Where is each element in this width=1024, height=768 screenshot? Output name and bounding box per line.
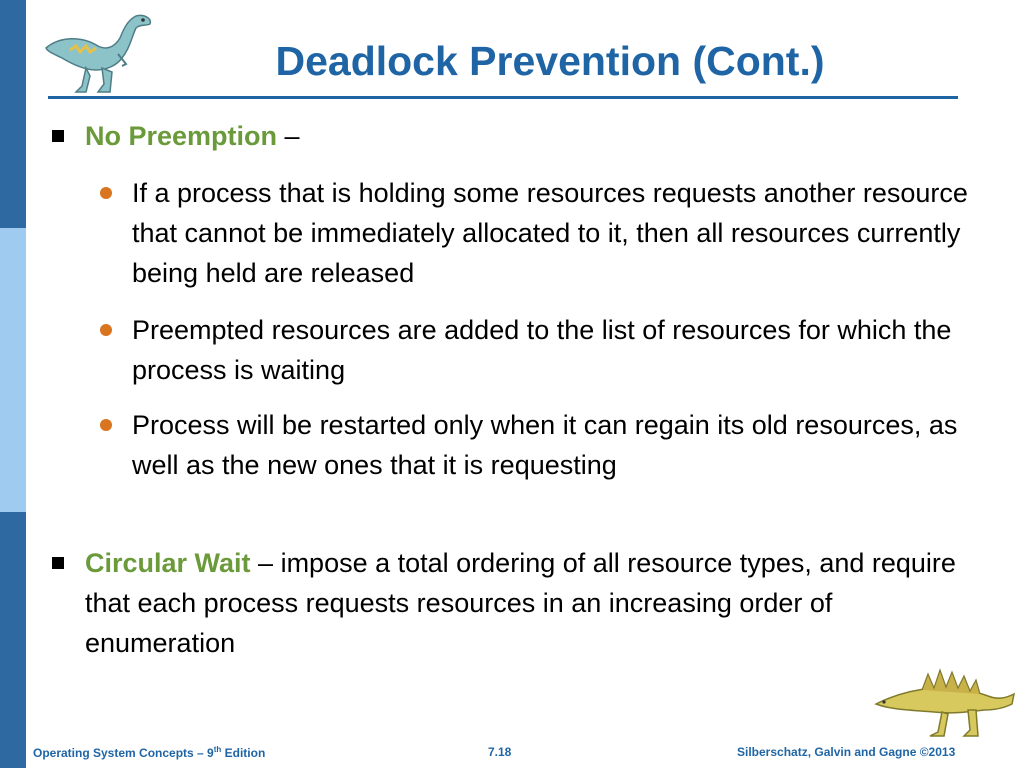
- sub-bullet-3: [96, 405, 986, 485]
- slide-title: Deadlock Prevention (Cont.): [275, 38, 825, 84]
- sub-bullet-text: Preempted resources are added to the list of resources for which the process is waiting: [132, 315, 952, 385]
- footer-book-title: [33, 745, 265, 760]
- bullet-text: [85, 543, 988, 663]
- square-bullet-icon: [52, 557, 64, 569]
- bullet-circular-wait: [48, 543, 988, 663]
- square-bullet-icon: [52, 130, 64, 142]
- round-bullet-icon: [100, 324, 112, 336]
- sidebar-segment-middle: [0, 228, 26, 512]
- stegosaurus-logo-icon: [872, 660, 1018, 738]
- dinosaur-logo-icon: [36, 6, 156, 102]
- bullet-rest-text: – impose a total ordering of all resource types, and require that each process requests resources in an increasing order of enumeration: [85, 548, 956, 658]
- round-bullet-icon: [100, 187, 112, 199]
- sub-bullet-2: [96, 310, 986, 390]
- bullet-rest-text: –: [277, 121, 300, 151]
- title-divider: [48, 96, 958, 99]
- keyword-no-preemption: No Preemption: [85, 121, 278, 151]
- footer-book-sup: th: [213, 745, 222, 754]
- sub-bullet-text: Process will be restarted only when it can regain its old resources, as well as the new ones that it is requesting: [132, 410, 958, 480]
- footer-authors: Silberschatz, Galvin and Gagne ©2013: [737, 745, 956, 759]
- footer-book-prefix: Operating System Concepts – 9: [33, 746, 214, 760]
- sidebar-segment-top: [0, 0, 26, 228]
- sidebar-bar: [0, 0, 26, 768]
- footer-book-suffix: Edition: [221, 746, 266, 760]
- keyword-circular-wait: Circular Wait: [85, 548, 251, 578]
- sub-bullet-text: If a process that is holding some resources requests another resource that cannot be immediately allocated to it, then all resources currently being held are released: [132, 178, 968, 288]
- sub-bullet-1: [96, 173, 986, 293]
- bullet-text: [85, 116, 988, 156]
- footer-page-number: 7.18: [488, 745, 512, 759]
- bullet-no-preemption: [48, 116, 988, 156]
- sidebar-segment-bottom: [0, 512, 26, 768]
- round-bullet-icon: [100, 419, 112, 431]
